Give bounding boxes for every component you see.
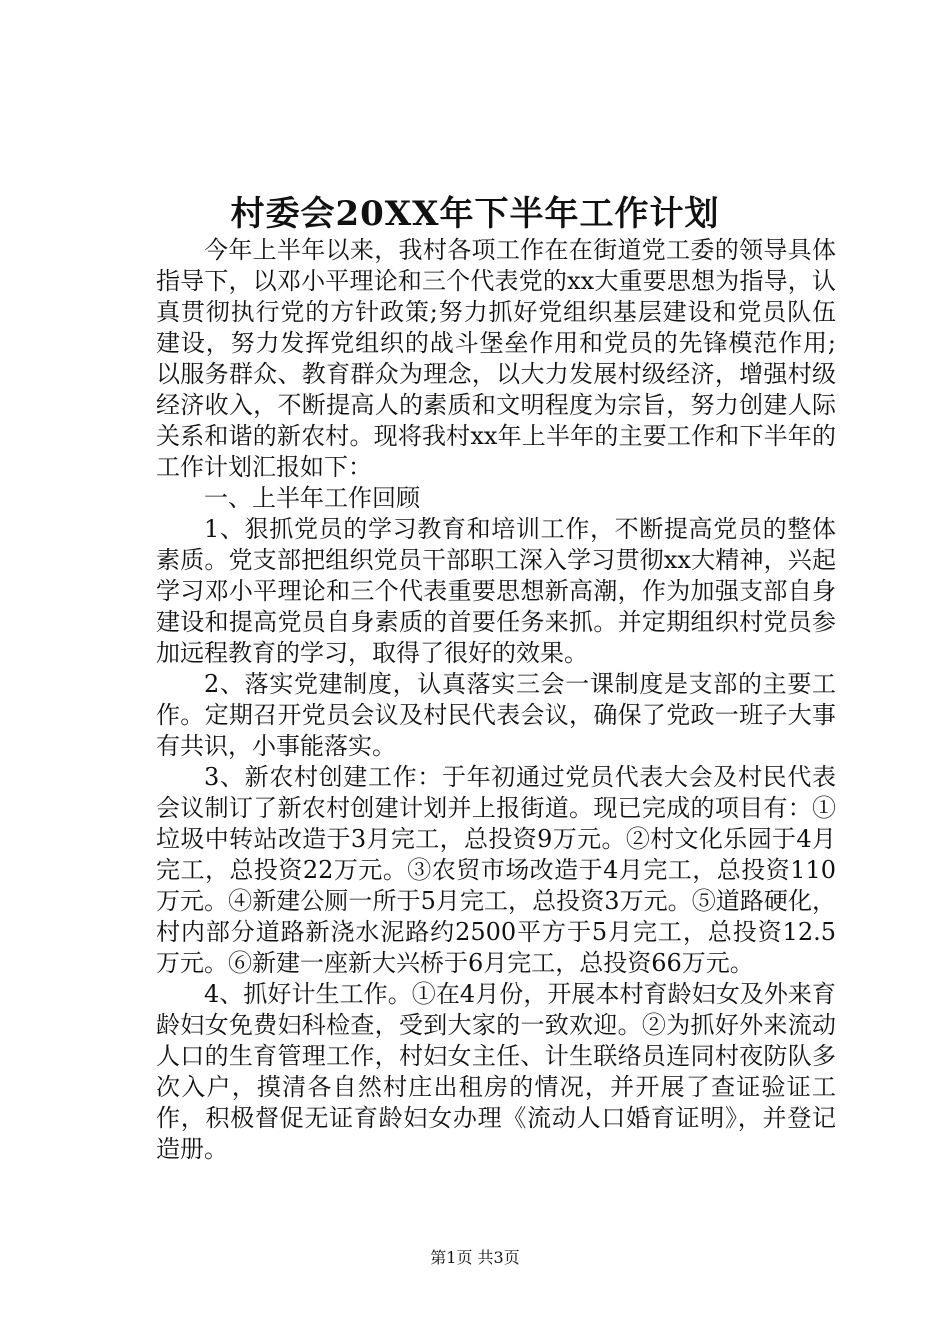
paragraph-item-2: 2、落实党建制度，认真落实三会一课制度是支部的主要工作。定期召开党员会议及村民代表会议，确保了党政一班子大事有共识，小事能落实。 (156, 670, 836, 760)
section-heading: 一、上半年工作回顾 (204, 484, 420, 512)
paragraph-item-3: 3、新农村创建工作：于年初通过党员代表大会及村民代表会议制订了新农村创建计划并上报街道。现已完成的项目有：①垃圾中转站改造于3月完工，总投资9万元。②村文化乐园于4月完工，总投资22万元。③农贸市场改造于4月完工，总投资110万元。④新建公厕一所于5月完工，总投资3万元。⑤道路硬化，村内部分道路新浇水泥路约2500平方于5月完工，总投资12.5万元。⑥新建一座新大兴桥于6月完工，总投资66万元。 (156, 763, 836, 977)
paragraph-item-1: 1、狠抓党员的学习教育和培训工作，不断提高党员的整体素质。党支部把组织党员干部职工深入学习贯彻xx大精神，兴起学习邓小平理论和三个代表重要思想新高潮，作为加强支部自身建设和提高党员自身素质的首要任务来抓。并定期组织村党员参加远程教育的学习，取得了很好的效果。 (156, 515, 836, 667)
document-title: 村委会20XX年下半年工作计划 (230, 194, 720, 234)
page-footer: 第1页 共3页 (430, 1248, 520, 1267)
paragraph-item-4: 4、抓好计生工作。①在4月份，开展本村育龄妇女及外来育龄妇女免费妇科检查，受到大家的一致欢迎。②为抓好外来流动人口的生育管理工作，村妇女主任、计生联络员连同村夜防队多次入户，摸清各自然村庄出租房的情况，并开展了查证验证工作，积极督促无证育龄妇女办理《流动人口婚育证明》，并登记造册。 (156, 980, 836, 1163)
document-body (156, 235, 836, 1165)
paragraph-intro: 今年上半年以来，我村各项工作在在街道党工委的领导具体指导下，以邓小平理论和三个代表党的xx大重要思想为指导，认真贯彻执行党的方针政策;努力抓好党组织基层建设和党员队伍建设，努力发挥党组织的战斗堡垒作用和党员的先锋模范作用;以服务群众、教育群众为理念，以大力发展村级经济，增强村级经济收入，不断提高人的素质和文明程度为宗旨，努力创建人际关系和谐的新农村。现将我村xx年上半年的主要工作和下半年的工作计划汇报如下： (156, 236, 836, 481)
